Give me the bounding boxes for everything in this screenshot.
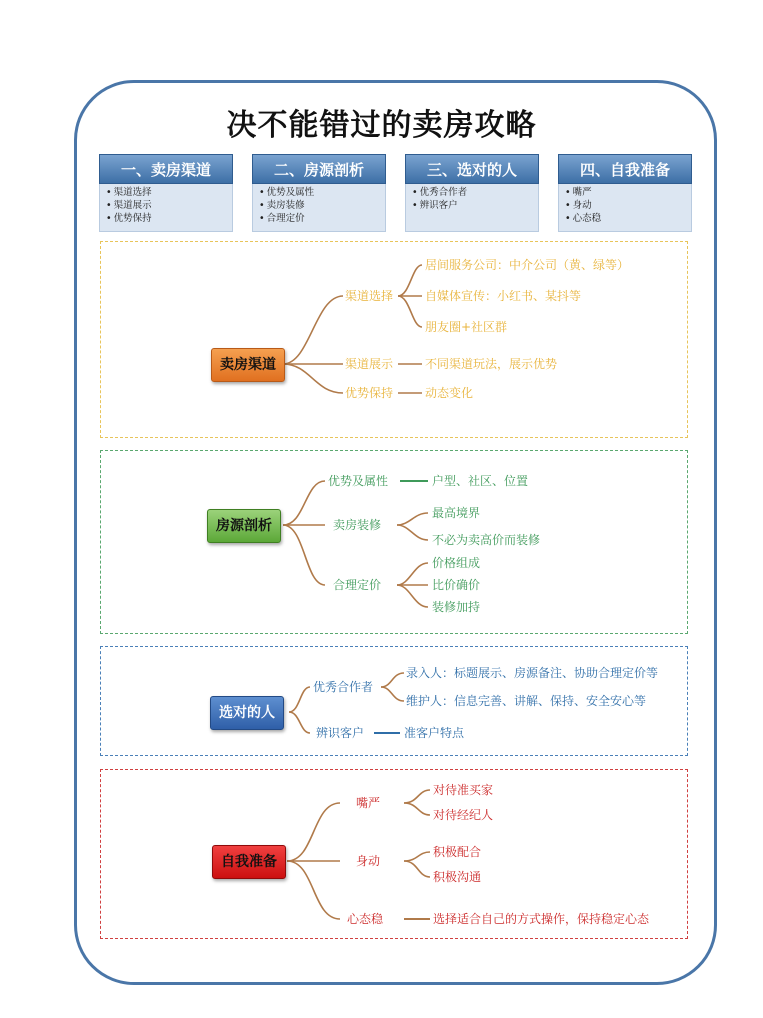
mindmap-root-property-analysis: 房源剖析 (207, 509, 281, 543)
branch-label: 渠道选择 (345, 289, 394, 303)
header-card-item: • 卖房装修 (259, 199, 379, 212)
leaf-label: 最高境界 (432, 506, 481, 520)
branch-label: 卖房装修 (333, 518, 382, 532)
header-card-item: • 渠道选择 (106, 186, 226, 199)
branch-label: 优秀合作者 (313, 680, 374, 694)
leaf-label: 价格组成 (432, 556, 481, 570)
leaf-label: 准客户特点 (404, 726, 465, 740)
leaf-label: 不同渠道玩法，展示优势 (425, 357, 558, 371)
branch-label: 身动 (356, 854, 381, 868)
leaf-label: 录入人：标题展示、房源备注、协助合理定价等 (406, 666, 659, 680)
header-card-title: 四、自我准备 (558, 154, 692, 184)
leaf-label: 维护人：信息完善、讲解、保持、安全安心等 (406, 694, 647, 708)
branch-label: 辨识客户 (316, 726, 365, 740)
branch-label: 嘴严 (356, 796, 381, 810)
header-card-title: 二、房源剖析 (252, 154, 386, 184)
leaf-label: 装修加持 (432, 600, 481, 614)
header-card-item: • 身动 (565, 199, 685, 212)
branch-label: 渠道展示 (345, 357, 394, 371)
leaf-label: 积极配合 (433, 845, 482, 859)
mindmap-root-self-prep: 自我准备 (212, 845, 286, 879)
header-card-title: 三、选对的人 (405, 154, 539, 184)
branch-label: 优势及属性 (328, 474, 389, 488)
leaf-label: 积极沟通 (433, 870, 482, 884)
header-card-item: • 合理定价 (259, 212, 379, 225)
header-card-item: • 渠道展示 (106, 199, 226, 212)
leaf-label: 对待准买家 (433, 783, 494, 797)
header-card-item: • 心态稳 (565, 212, 685, 225)
branch-label: 心态稳 (347, 912, 384, 926)
leaf-label: 自媒体宣传：小红书、某抖等 (425, 289, 582, 303)
header-card-title: 一、卖房渠道 (99, 154, 233, 184)
header-card-item: • 辨识客户 (412, 199, 532, 212)
branch-label: 合理定价 (333, 578, 382, 592)
header-card-item: • 嘴严 (565, 186, 685, 199)
header-card-item: • 优势保持 (106, 212, 226, 225)
mindmap-root-sales-channel: 卖房渠道 (211, 348, 285, 382)
leaf-label: 居间服务公司：中介公司（黄、绿等） (425, 258, 630, 272)
leaf-label: 朋友圈+社区群 (425, 320, 508, 334)
header-card-item: • 优秀合作者 (412, 186, 532, 199)
leaf-label: 户型、社区、位置 (432, 474, 529, 488)
leaf-label: 选择适合自己的方式操作，保持稳定心态 (433, 912, 650, 926)
leaf-label: 动态变化 (425, 386, 474, 400)
branch-label: 优势保持 (345, 386, 394, 400)
page-title: 决不能错过的卖房攻略 (226, 108, 537, 143)
header-card-item: • 优势及属性 (259, 186, 379, 199)
leaf-label: 比价确价 (432, 578, 481, 592)
leaf-label: 对待经纪人 (433, 808, 494, 822)
leaf-label: 不必为卖高价而装修 (432, 533, 541, 547)
mindmap-root-right-people: 选对的人 (210, 696, 284, 730)
